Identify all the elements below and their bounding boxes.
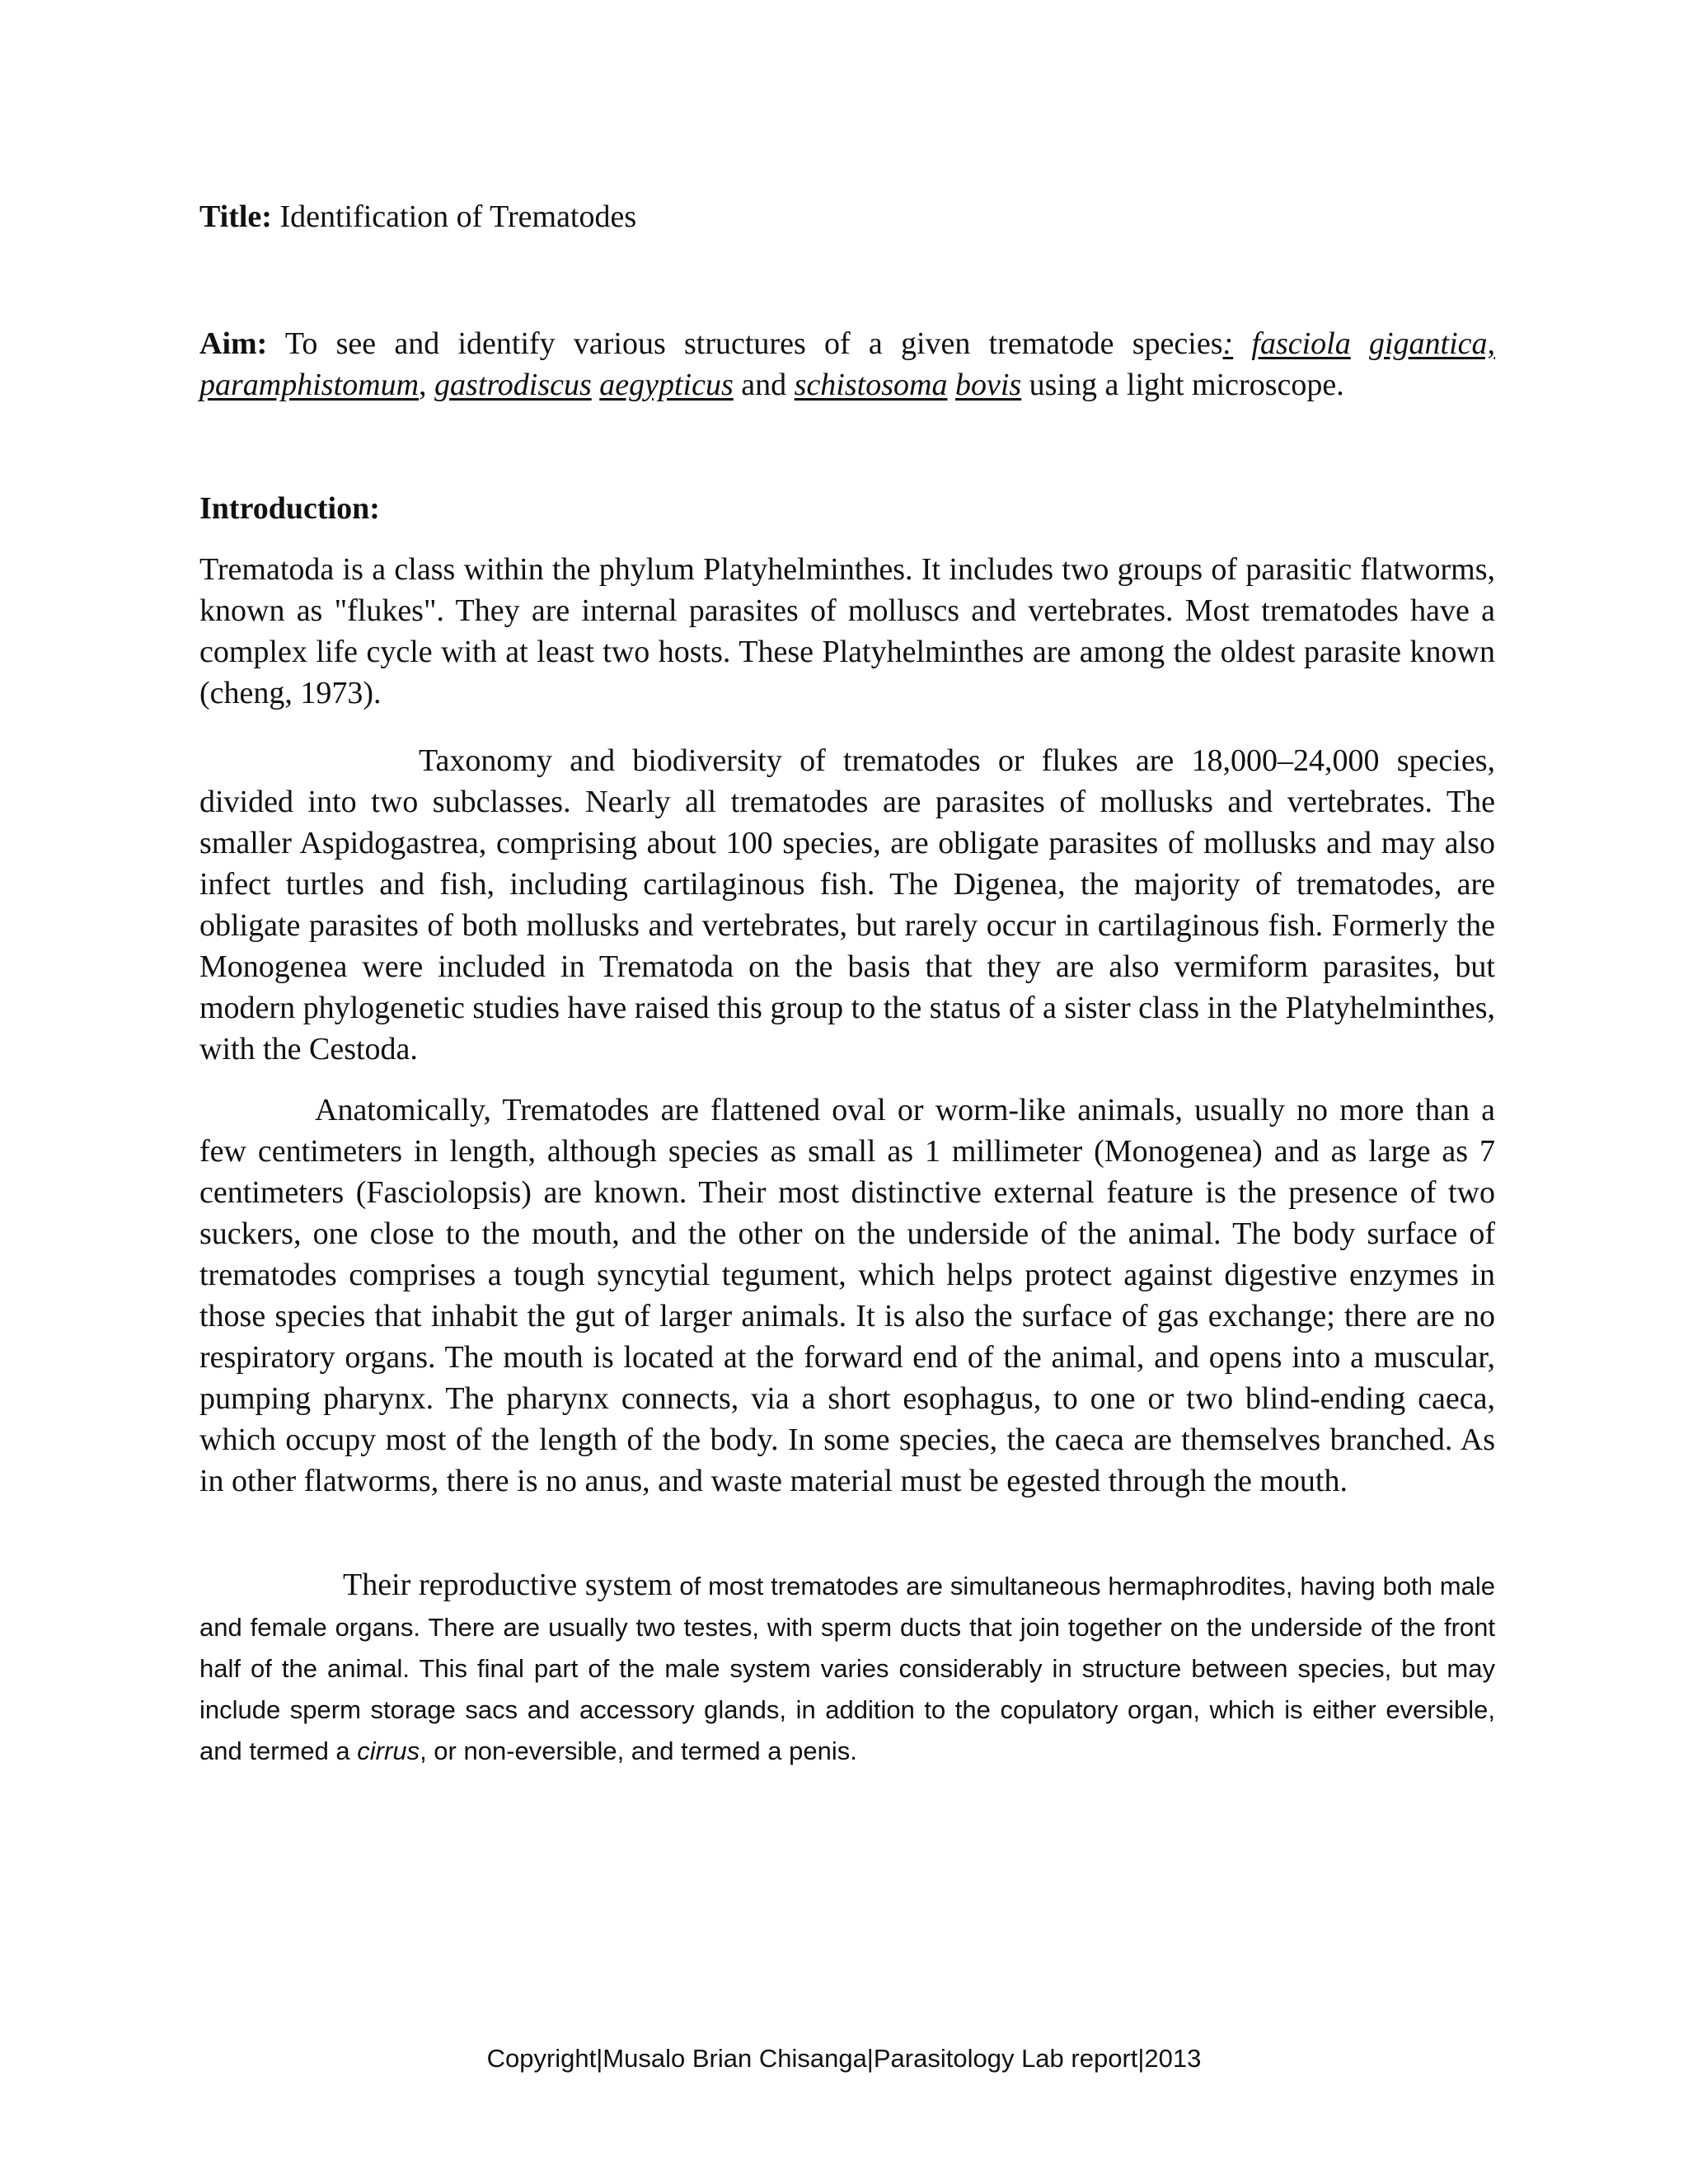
aim-and: and xyxy=(741,368,787,402)
para4-serif-start: Their reproductive system xyxy=(343,1568,673,1602)
species-fasciola: fasciola xyxy=(1251,326,1351,361)
para4-text: of most trematodes are simultaneous hermaphrodites, having both male and female organs. There are usually two testes, with sperm ducts that join together on the underside of the front half of the animal. This final part of the male system varies considerably in structure between species, but may include sperm storage sacs and accessory glands, in addition to the copulatory organ, which is either eversible, and termed a xyxy=(199,1572,1496,1765)
intro-paragraph-1: Trematoda is a class within the phylum Platyhelminthes. It includes two groups of parasitic flatworms, known as "flukes". They are internal parasites of molluscs and vertebrates. Most trematodes have a complex life cycle with at least two hosts. These Platyhelminthes are among the oldest parasite known (cheng, 1973). xyxy=(199,552,1495,710)
title-line xyxy=(199,196,1495,237)
intro-paragraph-4 xyxy=(199,1564,1495,1772)
aim-comma: , xyxy=(419,368,427,402)
title-label: Title: xyxy=(199,199,272,234)
intro-paragraph-3: Anatomically, Trematodes are flattened oval or worm-like animals, usually no more than a few centimeters in length, although species as small as 1 millimeter (Monogenea) and as large as 7 centimeters (Fasciolopsis) are known. Their most distinctive external feature is the presence of two suckers, one close to the mouth, and the other on the underside of the animal. The body surface of trematodes comprises a tough syncytial tegument, which helps protect against digestive enzymes in those species that inhabit the gut of larger animals. It is also the surface of gas exchange; there are no respiratory organs. The mouth is located at the forward end of the animal, and opens into a muscular, pumping pharynx. The pharynx connects, via a short esophagus, to one or two blind-ending caeca, which occupy most of the length of the body. In some species, the caeca are themselves branched. As in other flatworms, there is no anus, and waste material must be egested through the mouth. xyxy=(199,1093,1495,1498)
species-gigantica: gigantica, xyxy=(1368,326,1495,361)
aim-paragraph xyxy=(199,323,1495,405)
aim-colon: : xyxy=(1222,326,1234,361)
page-footer: Copyright|Musalo Brian Chisanga|Parasitology Lab report|2013 xyxy=(486,2044,1202,2073)
para4-cirrus: cirrus xyxy=(357,1736,420,1765)
aim-label: Aim: xyxy=(199,326,268,361)
introduction-heading: Introduction: xyxy=(199,491,380,526)
intro-paragraph-2: Taxonomy and biodiversity of trematodes or flukes are 18,000–24,000 species, divided into two subclasses. Nearly all trematodes are parasites of mollusks and vertebrates. The smaller Aspidogastrea, comprising about 100 species, are obligate parasites of mollusks and may also infect turtles and fish, including cartilaginous fish. The Digenea, the majority of trematodes, are obligate parasites of both mollusks and vertebrates, but rarely occur in cartilaginous fish. Formerly the Monogenea were included in Trematoda on the basis that they are also vermiform parasites, but modern phylogenetic studies have raised this group to the status of a sister class in the Platyhelminthes, with the Cestoda. xyxy=(199,743,1495,1066)
title-text: Identification of Trematodes xyxy=(279,199,637,234)
species-gastrodiscus: gastrodiscus xyxy=(434,368,592,402)
aim-text: To see and identify various structures of a given trematode species xyxy=(284,326,1223,361)
species-bovis: bovis xyxy=(954,368,1022,402)
species-schistosoma: schistosoma xyxy=(794,368,948,402)
species-paramphistomum: paramphistomum xyxy=(199,368,420,402)
para4-text-end: , or non-eversible, and termed a penis. xyxy=(420,1736,857,1765)
species-aegypticus: aegypticus xyxy=(599,368,734,402)
aim-text-end: using a light microscope. xyxy=(1029,368,1344,402)
